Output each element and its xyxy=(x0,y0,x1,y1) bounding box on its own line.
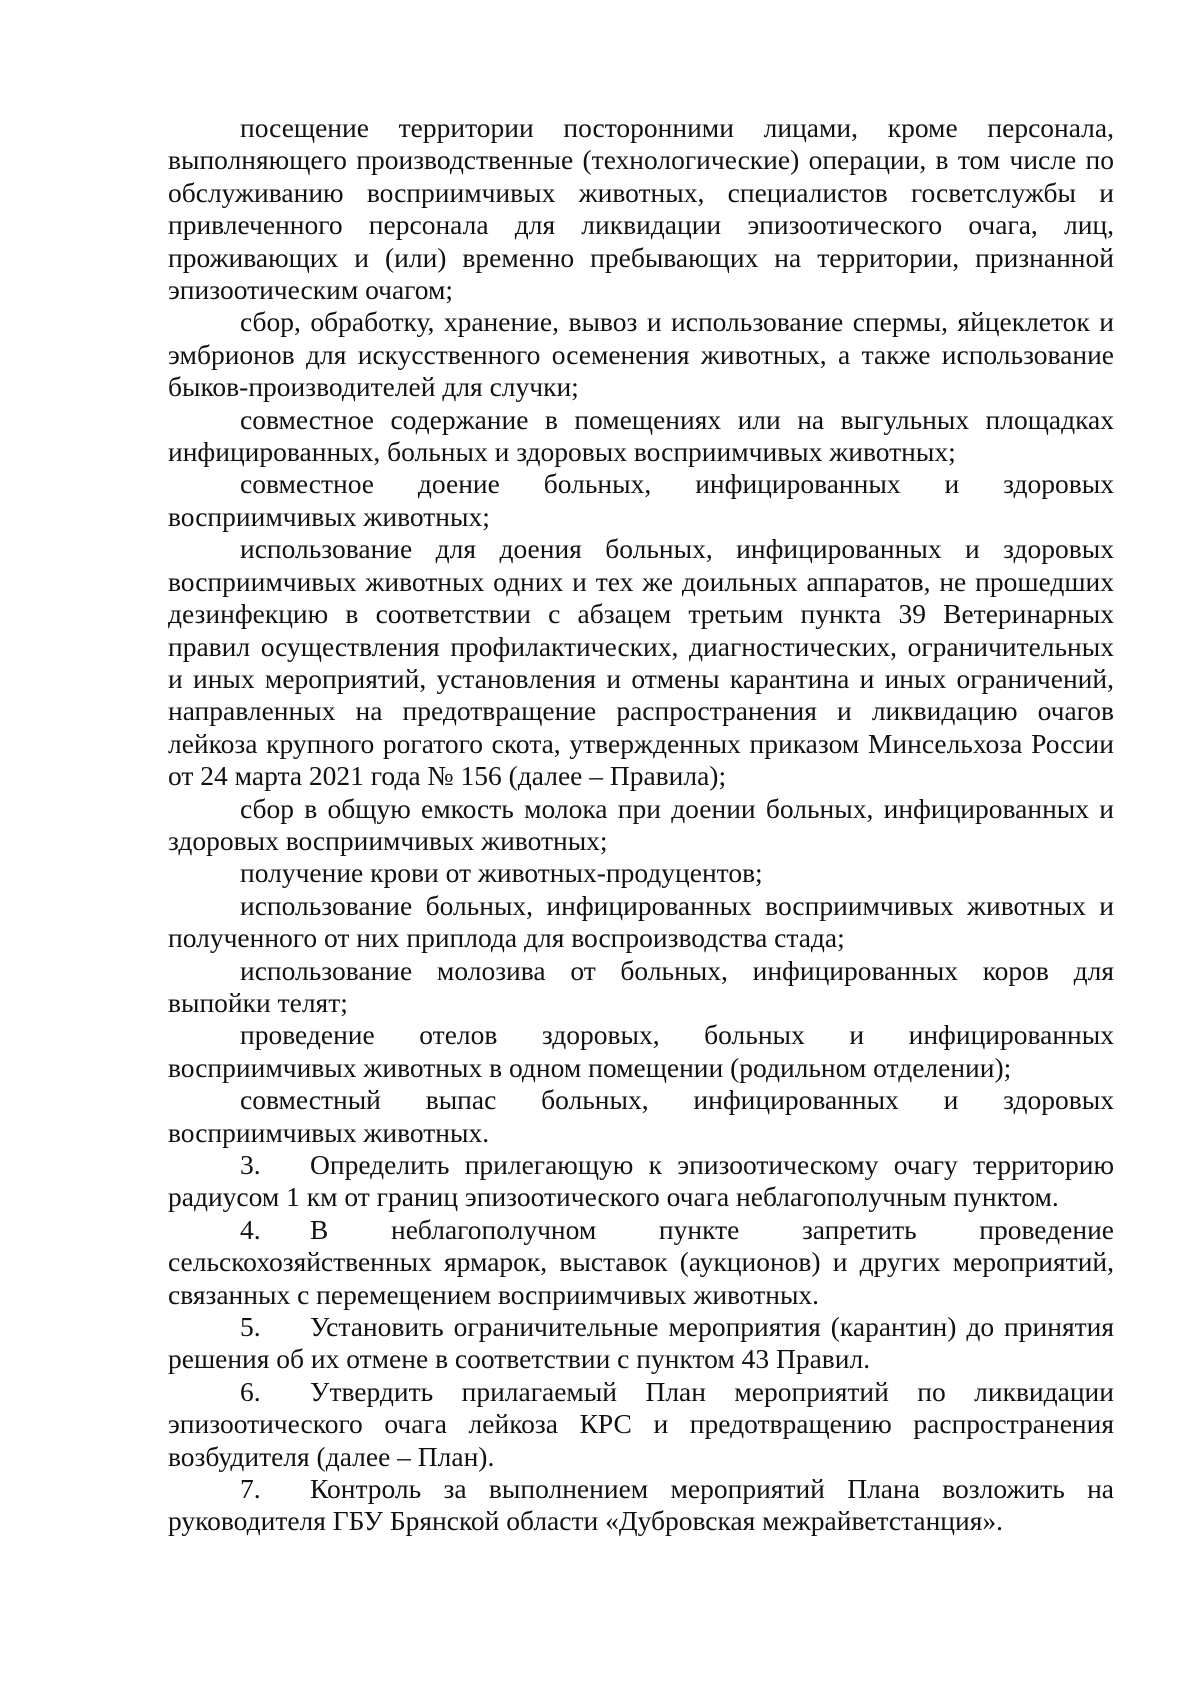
item-text: В неблагополучном пункте запретить проведение сельскохозяйственных ярмарок, выставок (аукционов) и других мероприятий, связанных с перемещением восприимчивых животных. xyxy=(168,1213,1114,1310)
item-number: 6. xyxy=(240,1375,261,1407)
paragraph-milking-equipment: использование для доения больных, инфицированных и здоровых восприимчивых животных одних и тех же доильных аппаратов, не прошедших дезинфекцию в соответствии с абзацем третьим пункта 39 Ветеринарных правил осуществления профилактических, диагностических, ограничительных и иных мероприятий, установления и отмены карантина и иных ограничений, направленных на предотвращение распространения и ликвидацию очагов лейкоза крупного рогатого скота, утвержденных приказом Минсельхоза России от 24 марта 2021 года № 156 (далее – Правила); xyxy=(168,533,1114,792)
paragraph-reproduction-use: использование больных, инфицированных восприимчивых животных и полученного от них приплода для воспроизводства стада; xyxy=(168,889,1114,954)
item-text: Установить ограничительные мероприятия (карантин) до принятия решения об их отмене в соответствии с пунктом 43 Правил. xyxy=(168,1311,1114,1375)
document-body xyxy=(168,112,1114,1538)
item-text: Определить прилегающую к эпизоотическому очагу территорию радиусом 1 км от границ эпизоотического очага неблагополучным пунктом. xyxy=(168,1149,1114,1213)
numbered-item-6 xyxy=(168,1376,1114,1473)
numbered-item-3 xyxy=(168,1149,1114,1214)
numbered-item-4 xyxy=(168,1214,1114,1311)
item-number: 4. xyxy=(240,1213,261,1245)
paragraph-joint-milking: совместное доение больных, инфицированных и здоровых восприимчивых животных; xyxy=(168,468,1114,532)
item-text: Контроль за выполнением мероприятий Плана возложить на руководителя ГБУ Брянской области «Дубровская межрайветстанция». xyxy=(168,1473,1114,1537)
paragraph-joint-grazing: совместный выпас больных, инфицированных и здоровых восприимчивых животных. xyxy=(168,1084,1114,1148)
item-text: Утвердить прилагаемый План мероприятий по ликвидации эпизоотического очага лейкоза КРС и предотвращению распространения возбудителя (далее – План). xyxy=(168,1375,1114,1472)
paragraph-visitor-restriction: посещение территории посторонними лицами, кроме персонала, выполняющего производственные (технологические) операции, в том числе по обслуживанию восприимчивых животных, специалистов госветслужбы и привлеченного персонала для ликвидации эпизоотического очага, лиц, проживающих и (или) временно пребывающих на территории, признанной эпизоотическим очагом; xyxy=(168,112,1114,306)
item-number: 3. xyxy=(240,1149,261,1180)
paragraph-semen-collection: сбор, обработку, хранение, вывоз и использование спермы, яйцеклеток и эмбрионов для искусственного осеменения животных, а также использование быков-производителей для случки; xyxy=(168,306,1114,403)
item-number: 5. xyxy=(240,1311,261,1343)
numbered-item-5 xyxy=(168,1311,1114,1376)
paragraph-joint-housing: совместное содержание в помещениях или на выгульных площадках инфицированных, больных и здоровых восприимчивых животных; xyxy=(168,403,1114,468)
numbered-item-7 xyxy=(168,1473,1114,1538)
paragraph-colostrum-use: использование молозива от больных, инфицированных коров для выпойки телят; xyxy=(168,954,1114,1018)
paragraph-blood-collection: получение крови от животных-продуцентов; xyxy=(240,857,763,889)
paragraph-calving: проведение отелов здоровых, больных и инфицированных восприимчивых животных в одном помещении (родильном отделении); xyxy=(168,1019,1114,1083)
item-number: 7. xyxy=(240,1473,261,1505)
paragraph-milk-collection: сбор в общую емкость молока при доении больных, инфицированных и здоровых восприимчивых животных; xyxy=(168,792,1114,856)
